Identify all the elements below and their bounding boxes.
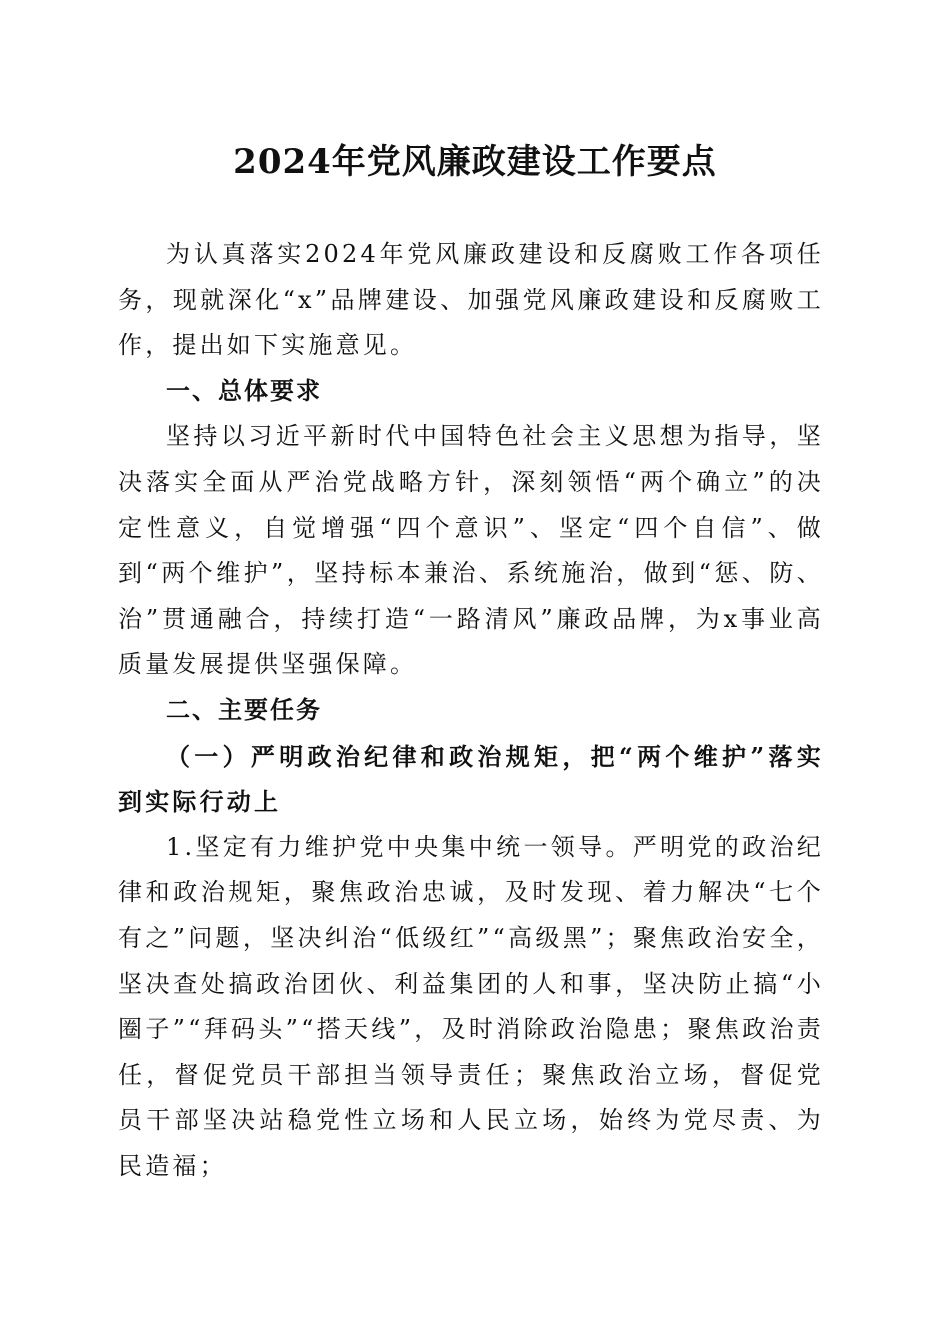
subsection-heading-political-discipline: （一）严明政治纪律和政治规矩，把“两个维护”落实到实际行动上	[118, 741, 824, 817]
section-heading-overall-requirements: 一、总体要求	[166, 376, 322, 405]
document-title: 2024年党风廉政建设工作要点	[233, 142, 717, 182]
section-paragraph-overall-requirements: 坚持以习近平新时代中国特色社会主义思想为指导，坚决落实全面从严治党战略方针，深刻领悟“两个确立”的决定性意义，自觉增强“四个意识”、坚定“四个自信”、做到“两个维护”，坚持标本兼治、系统施治，做到“惩、防、治”贯通融合，持续打造“一路清风”廉政品牌，为x事业高质量发展提供坚强保障。	[118, 422, 824, 679]
section-heading-main-tasks: 二、主要任务	[166, 695, 322, 724]
intro-paragraph: 为认真落实2024年党风廉政建设和反腐败工作各项任务，现就深化“x”品牌建设、加强党风廉政建设和反腐败工作，提出如下实施意见。	[118, 240, 824, 360]
document-body	[118, 232, 824, 1189]
item-paragraph-uphold-leadership: 1.坚定有力维护党中央集中统一领导。严明党的政治纪律和政治规矩，聚焦政治忠诚，及时发现、着力解决“七个有之”问题，坚决纠治“低级红”“高级黑”；聚焦政治安全，坚决查处搞政治团伙、利益集团的人和事，坚决防止搞“小圈子”“拜码头”“搭天线”，及时消除政治隐患；聚焦政治责任，督促党员干部担当领导责任；聚焦政治立场，督促党员干部坚决站稳党性立场和人民立场，始终为党尽责、为民造福；	[118, 832, 824, 1180]
